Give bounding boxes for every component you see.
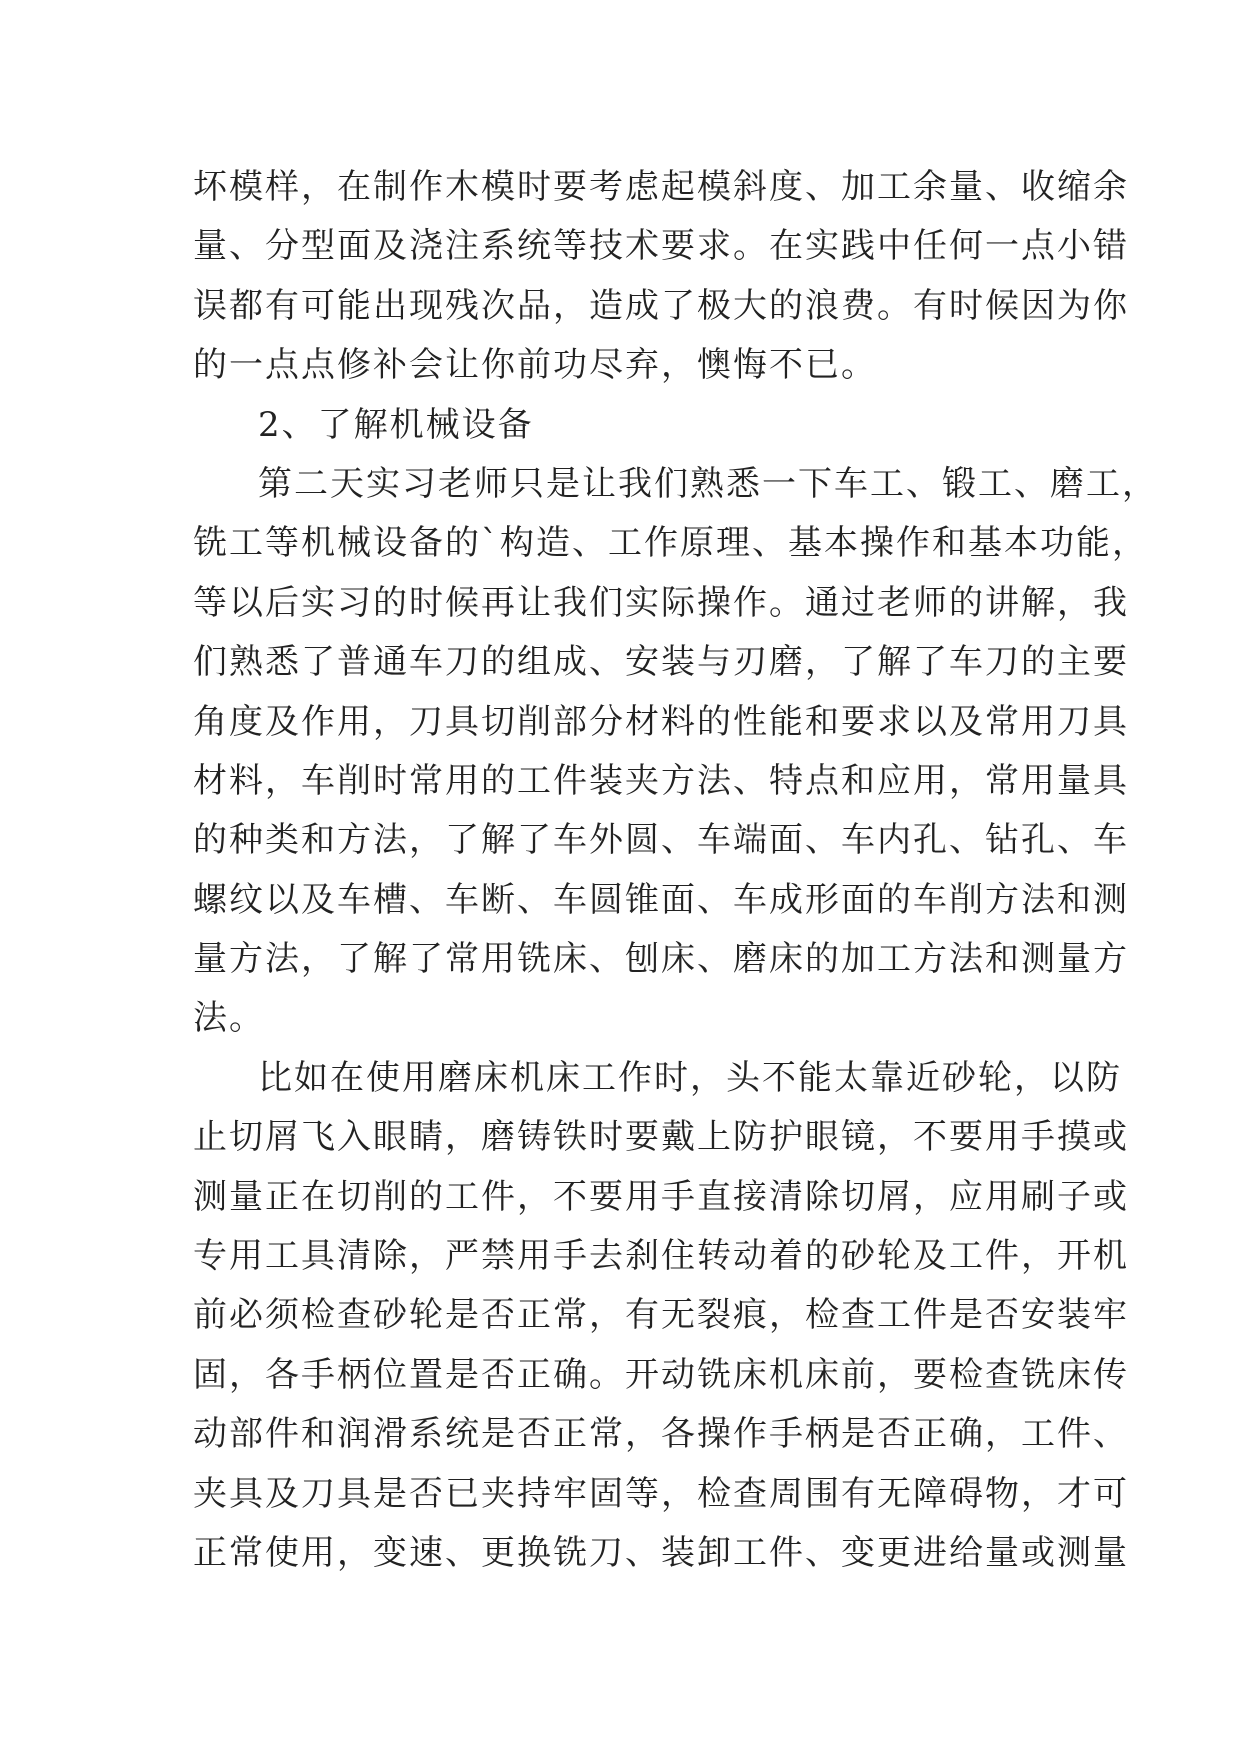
paragraph-line: 动部件和润滑系统是否正常，各操作手柄是否正确，工件、	[193, 1414, 1129, 1455]
section-heading-text: 2、了解机械设备	[258, 404, 534, 445]
paragraph-line: 夹具及刀具是否已夹持牢固等，检查周围有无障碍物，才可	[193, 1473, 1129, 1514]
paragraph-line: 第二天实习老师只是让我们熟悉一下车工、锻工、磨工，	[258, 463, 1158, 504]
paragraph-line: 误都有可能出现残次品，造成了极大的浪费。有时候因为你	[193, 285, 1129, 326]
paragraph-line: 等以后实习的时候再让我们实际操作。通过老师的讲解，我	[193, 582, 1129, 623]
paragraph-line: 前必须检查砂轮是否正常，有无裂痕，检查工件是否安装牢	[193, 1295, 1129, 1336]
paragraph-line: 测量正在切削的工件，不要用手直接清除切屑，应用刷子或	[193, 1176, 1129, 1217]
paragraph-line: 材料，车削时常用的工件装夹方法、特点和应用，常用量具	[193, 760, 1129, 801]
paragraph-line: 的种类和方法，了解了车外圆、车端面、车内孔、钻孔、车	[193, 820, 1129, 861]
paragraph-line: 坏模样，在制作木模时要考虑起模斜度、加工余量、收缩余	[193, 167, 1129, 207]
paragraph-machinery-overview	[193, 455, 1158, 1049]
paragraph-line: 铣工等机械设备的`构造、工作原理、基本操作和基本功能，	[193, 523, 1148, 564]
paragraph-line: 螺纹以及车槽、车断、车圆锥面、车成形面的车削方法和测	[193, 879, 1129, 920]
paragraph-line: 量、分型面及浇注系统等技术要求。在实践中任何一点小错	[193, 226, 1129, 267]
paragraph-safety-rules	[193, 1049, 1129, 1584]
paragraph-line: 角度及作用，刀具切削部分材料的性能和要求以及常用刀具	[193, 701, 1129, 742]
document-body	[193, 158, 1158, 1583]
paragraph-line: 量方法，了解了常用铣床、刨床、磨床的加工方法和测量方	[193, 939, 1129, 980]
paragraph-line: 专用工具清除，严禁用手去刹住转动着的砂轮及工件，开机	[193, 1236, 1129, 1277]
paragraph-line: 正常使用，变速、更换铣刀、装卸工件、变更进给量或测量	[193, 1532, 1129, 1573]
paragraph-casting-pattern	[193, 158, 1129, 396]
section-heading	[193, 396, 1053, 455]
paragraph-line: 们熟悉了普通车刀的组成、安装与刃磨，了解了车刀的主要	[193, 642, 1129, 683]
paragraph-line: 止切屑飞入眼睛，磨铸铁时要戴上防护眼镜，不要用手摸或	[193, 1117, 1129, 1158]
paragraph-line: 比如在使用磨床机床工作时，头不能太靠近砂轮，以防	[258, 1057, 1122, 1098]
paragraph-line: 的一点点修补会让你前功尽弃，懊悔不已。	[193, 345, 877, 386]
paragraph-line: 固，各手柄位置是否正确。开动铣床机床前，要检查铣床传	[193, 1354, 1129, 1395]
paragraph-line: 法。	[193, 998, 265, 1039]
